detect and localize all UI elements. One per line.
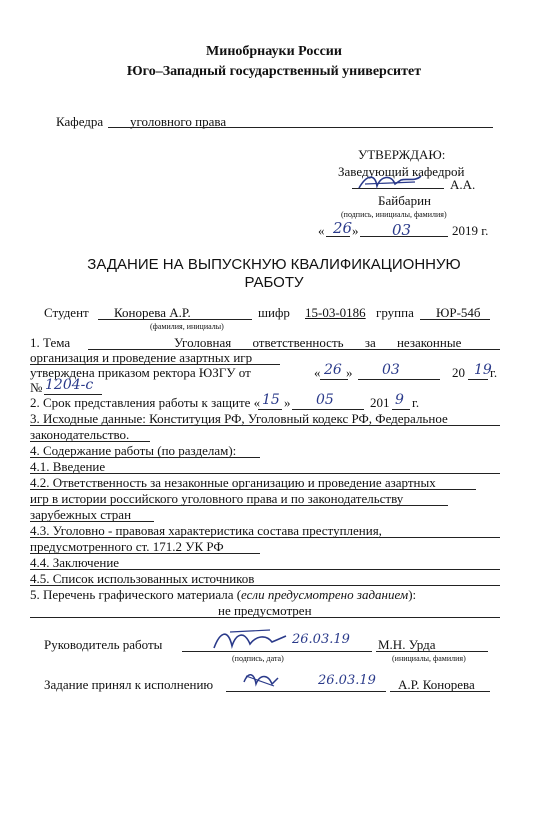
order-year-suffix: г. — [490, 365, 498, 380]
approve-surname: Байбарин — [378, 193, 431, 208]
student-hint: (фамилия, инициалы) — [150, 322, 224, 331]
approve-month: 03 — [392, 221, 412, 239]
order-day-line — [320, 379, 348, 380]
approve-title: УТВЕРЖДАЮ: — [358, 147, 446, 162]
student-name-line — [98, 319, 252, 320]
deadline-suffix: г. — [412, 395, 420, 410]
deadline-mid: » — [284, 395, 291, 410]
student-label: Студент — [44, 305, 89, 320]
approve-day: 26 — [333, 219, 353, 237]
student-code-label: шифр — [258, 305, 290, 320]
contents-item-3-underline1 — [30, 537, 500, 538]
graphics-text-a: 5. Перечень графического материала ( — [30, 587, 242, 602]
topic-line2: организация и проведение азартных игр — [30, 350, 253, 365]
contents-item-5: 4.5. Список использованных источников — [30, 571, 255, 586]
deadline-day-line — [258, 409, 282, 410]
student-name: Конорева А.Р. — [114, 305, 191, 320]
student-code: 15-03-0186 — [305, 305, 366, 320]
source-line2: законодательство. — [30, 427, 130, 442]
accepted-sign-line — [226, 691, 386, 692]
contents-heading: 4. Содержание работы (по разделам): — [30, 443, 237, 458]
accepted-name: А.Р. Конорева — [398, 677, 475, 692]
order-day: 26 — [324, 362, 342, 378]
document-title-line1: ЗАДАНИЕ НА ВЫПУСКНУЮ КВАЛИФИКАЦИОННУЮ — [87, 256, 461, 273]
approve-day-line — [326, 236, 350, 237]
contents-item-5-line — [30, 585, 500, 586]
head-signature — [355, 170, 425, 194]
supervisor-hint-name: (инициалы, фамилия) — [392, 654, 466, 663]
source-line2-underline — [30, 441, 150, 442]
contents-item-1-line — [30, 473, 500, 474]
approve-year: 2019 г. — [452, 223, 489, 238]
deadline-day: 15 — [262, 392, 280, 408]
contents-item-3-line2: предусмотренного ст. 171.2 УК РФ — [30, 539, 224, 554]
graphics-value: не предусмотрен — [218, 603, 312, 618]
order-no: 1204-с — [45, 377, 94, 393]
supervisor-date: 26.03.19 — [292, 632, 350, 647]
supervisor-hint-sign: (подпись, дата) — [232, 654, 284, 663]
contents-item-3-underline2 — [30, 553, 260, 554]
student-group-label: группа — [376, 305, 414, 320]
contents-item-2-line1: 4.2. Ответственность за незаконные организацию и проведение азартных — [30, 475, 436, 490]
supervisor-sign-line — [182, 651, 372, 652]
contents-item-1: 4.1. Введение — [30, 459, 106, 474]
order-year-line — [468, 379, 488, 380]
source-line1-underline — [30, 425, 500, 426]
contents-item-4: 4.4. Заключение — [30, 555, 120, 570]
contents-item-4-line — [30, 569, 500, 570]
deadline-month-line — [292, 409, 364, 410]
accepted-name-line — [390, 691, 490, 692]
order-text: утверждена приказом ректора ЮЗГУ от — [30, 365, 251, 380]
graphics-text-b: ): — [408, 587, 417, 602]
order-no-label: № — [30, 380, 43, 395]
deadline-year-line — [392, 409, 410, 410]
ministry-name: Минобрнауки России — [206, 44, 342, 59]
source-line1: 3. Исходные данные: Конституция РФ, Уголовный кодекс РФ, Федеральное — [30, 411, 448, 426]
supervisor-name-line — [376, 651, 488, 652]
department-label: Кафедра — [56, 114, 104, 129]
order-year-prefix: 20 — [452, 365, 465, 380]
topic-label: 1. Тема — [30, 335, 71, 350]
department-underline — [108, 127, 493, 128]
university-name: Юго–Западный государственный университет — [126, 64, 422, 79]
accepted-label: Задание принял к исполнению — [44, 677, 214, 692]
contents-item-2-underline3 — [30, 521, 154, 522]
deadline-year: 9 — [395, 392, 404, 408]
accepted-date: 26.03.19 — [318, 673, 376, 688]
department-value: уголовного права — [130, 114, 227, 129]
contents-item-2-underline2 — [30, 505, 448, 506]
approve-month-line — [360, 236, 448, 237]
approve-quote-open: « — [318, 223, 325, 238]
student-group-line — [420, 319, 490, 320]
document-title-line2: РАБОТУ — [244, 274, 304, 291]
supervisor-name: М.Н. Урда — [378, 637, 436, 652]
order-month-line — [358, 379, 440, 380]
order-month: 03 — [382, 362, 400, 378]
deadline-month: 05 — [316, 392, 334, 408]
graphics-text-italic: если предусмотрено заданием — [241, 587, 409, 602]
deadline-text: 2. Срок представления работы к защите « — [30, 395, 261, 410]
contents-heading-underline — [30, 457, 260, 458]
contents-item-2-line2: игр в истории российского уголовного права и по законодательству — [30, 491, 404, 506]
approve-initials: А.А. — [450, 177, 476, 192]
approve-quote-close: » — [352, 223, 359, 238]
approve-role: Заведующий кафедрой — [338, 164, 465, 179]
student-signature — [240, 668, 280, 692]
contents-item-2-line3: зарубежных стран — [30, 507, 132, 522]
deadline-year-prefix: 201 — [370, 395, 390, 410]
contents-item-3-line1: 4.3. Уголовно - правовая характеристика состава преступления, — [30, 523, 382, 538]
graphics-text — [30, 587, 416, 603]
approve-hint: (подпись, инициалы, фамилия) — [341, 210, 447, 219]
order-year: 19 — [474, 362, 492, 378]
student-group: ЮР-54б — [436, 305, 481, 320]
contents-item-2-underline1 — [30, 489, 476, 490]
supervisor-signature — [210, 626, 290, 654]
topic-line1: Уголовная ответственность за незаконные — [174, 335, 462, 350]
supervisor-label: Руководитель работы — [44, 637, 163, 652]
graphics-value-line — [30, 617, 500, 618]
